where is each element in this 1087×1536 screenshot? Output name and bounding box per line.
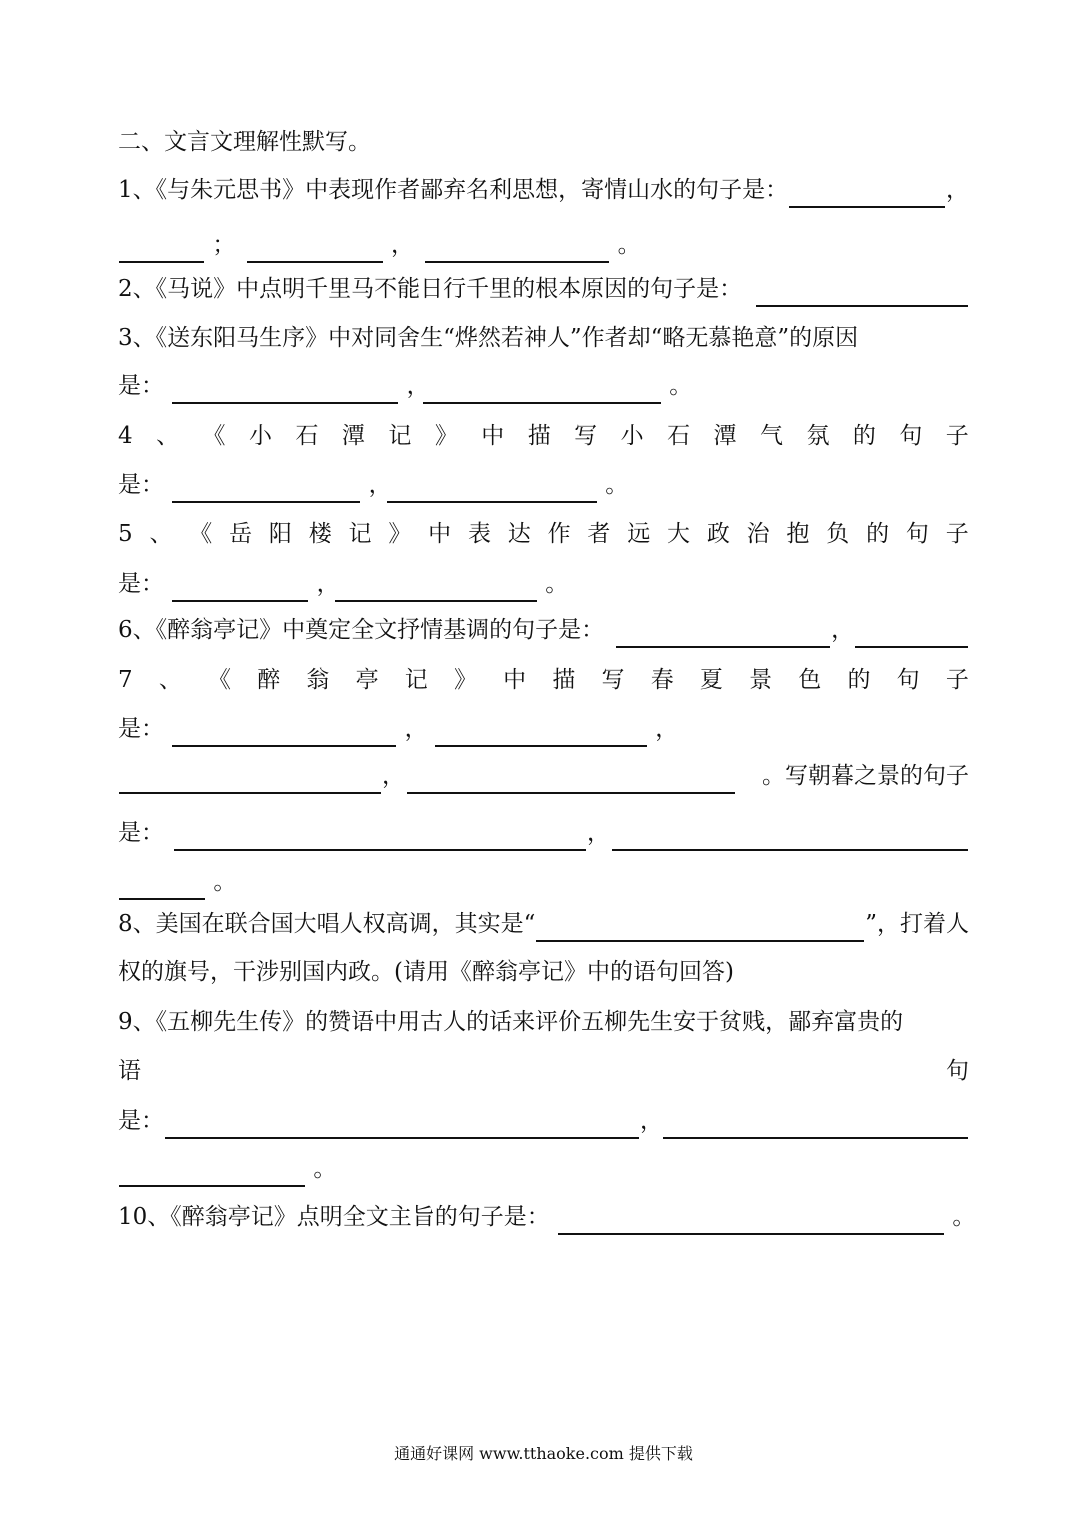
question-text: 6、《醉翁亭记》中奠定全文抒情基调的句子是： bbox=[118, 617, 605, 643]
question-9 bbox=[118, 1004, 969, 1040]
question-9-answers-b: 。 bbox=[118, 1151, 969, 1187]
question-text: 3、《送东阳马生序》中对同舍生“烨然若神人”作者却“略无慕艳意”的原因 bbox=[118, 325, 859, 351]
answer-blank[interactable] bbox=[387, 477, 597, 503]
section-heading: 二、文言文理解性默写。 bbox=[118, 129, 371, 155]
answer-blank[interactable] bbox=[756, 281, 968, 307]
question-6: 6、《醉翁亭记》中奠定全文抒情基调的句子是： ， bbox=[118, 612, 969, 648]
question-10: 10、《醉翁亭记》点明全文主旨的句子是： 。 bbox=[118, 1199, 969, 1235]
answer-blank[interactable] bbox=[119, 237, 204, 263]
question-7-answers-d: 。 bbox=[118, 864, 969, 900]
question-7-answers-a: 是： ， ， bbox=[118, 711, 969, 747]
answer-blank[interactable] bbox=[119, 1161, 305, 1187]
question-text: 9、《五柳先生传》的赞语中用古人的话来评价五柳先生安于贫贱，鄙弃富贵的 bbox=[118, 1009, 904, 1035]
answer-blank[interactable] bbox=[407, 768, 735, 794]
question-4-answers: 是： ， 。 bbox=[118, 467, 969, 503]
answer-blank[interactable] bbox=[536, 916, 864, 942]
answer-blank[interactable] bbox=[423, 378, 661, 404]
question-5: 5 、 《 岳 阳 楼 记 》 中 表 达 作 者 远 大 政 治 抱 负 的 句 子 bbox=[118, 521, 969, 547]
question-4: 4 、 《 小 石 潭 记 》 中 描 写 小 石 潭 气 氛 的 句 子 bbox=[118, 423, 969, 449]
question-1: 1、《与朱元思书》中表现作者鄙弃名利思想，寄情山水的句子是： ， bbox=[118, 172, 969, 208]
question-7-answers-c: 是： ， bbox=[118, 815, 969, 851]
question-3 bbox=[118, 320, 969, 356]
question-text: 2、《马说》中点明千里马不能日行千里的根本原因的句子是： bbox=[118, 276, 743, 302]
answer-blank[interactable] bbox=[172, 378, 398, 404]
question-2 bbox=[118, 271, 969, 307]
answer-blank[interactable] bbox=[612, 825, 968, 851]
question-7: 7 、 《 醉 翁 亭 记 》 中 描 写 春 夏 景 色 的 句 子 bbox=[118, 667, 969, 693]
answer-blank[interactable] bbox=[165, 1113, 639, 1139]
question-9-answers: 是： ， bbox=[118, 1103, 969, 1139]
answer-blank[interactable] bbox=[789, 182, 945, 208]
answer-blank[interactable] bbox=[855, 622, 968, 648]
answer-blank[interactable] bbox=[172, 721, 396, 747]
question-5-answers: 是： ， 。 bbox=[118, 566, 969, 602]
question-1-answers: ； ， 。 bbox=[118, 227, 969, 263]
question-3-answers: 是： ， 。 bbox=[118, 368, 969, 404]
answer-blank[interactable] bbox=[425, 237, 609, 263]
question-text: 10、《醉翁亭记》点明全文主旨的句子是： bbox=[118, 1204, 550, 1230]
question-8: 8、美国在联合国大唱人权高调，其实是“ ”，打着人 bbox=[118, 906, 969, 942]
question-9-line2: 语 句 bbox=[118, 1058, 969, 1084]
answer-blank[interactable] bbox=[435, 721, 647, 747]
question-7-answers-b: ， 。写朝暮之景的句子 bbox=[118, 758, 969, 794]
question-8-line2: 权的旗号，干涉别国内政。(请用《醉翁亭记》中的语句回答) bbox=[118, 959, 734, 985]
answer-blank[interactable] bbox=[119, 768, 381, 794]
question-text: 1、《与朱元思书》中表现作者鄙弃名利思想，寄情山水的句子是： bbox=[118, 177, 789, 203]
answer-blank[interactable] bbox=[172, 576, 308, 602]
footer-source: 通通好课网 www.tthaoke.com 提供下载 bbox=[394, 1444, 693, 1463]
question-text: 8、美国在联合国大唱人权高调，其实是“ bbox=[118, 911, 536, 937]
answer-blank[interactable] bbox=[172, 477, 360, 503]
answer-blank[interactable] bbox=[616, 622, 830, 648]
answer-blank[interactable] bbox=[247, 237, 383, 263]
answer-blank[interactable] bbox=[558, 1209, 944, 1235]
answer-blank[interactable] bbox=[663, 1113, 968, 1139]
answer-blank[interactable] bbox=[335, 576, 537, 602]
answer-blank[interactable] bbox=[119, 874, 205, 900]
answer-blank[interactable] bbox=[174, 825, 586, 851]
